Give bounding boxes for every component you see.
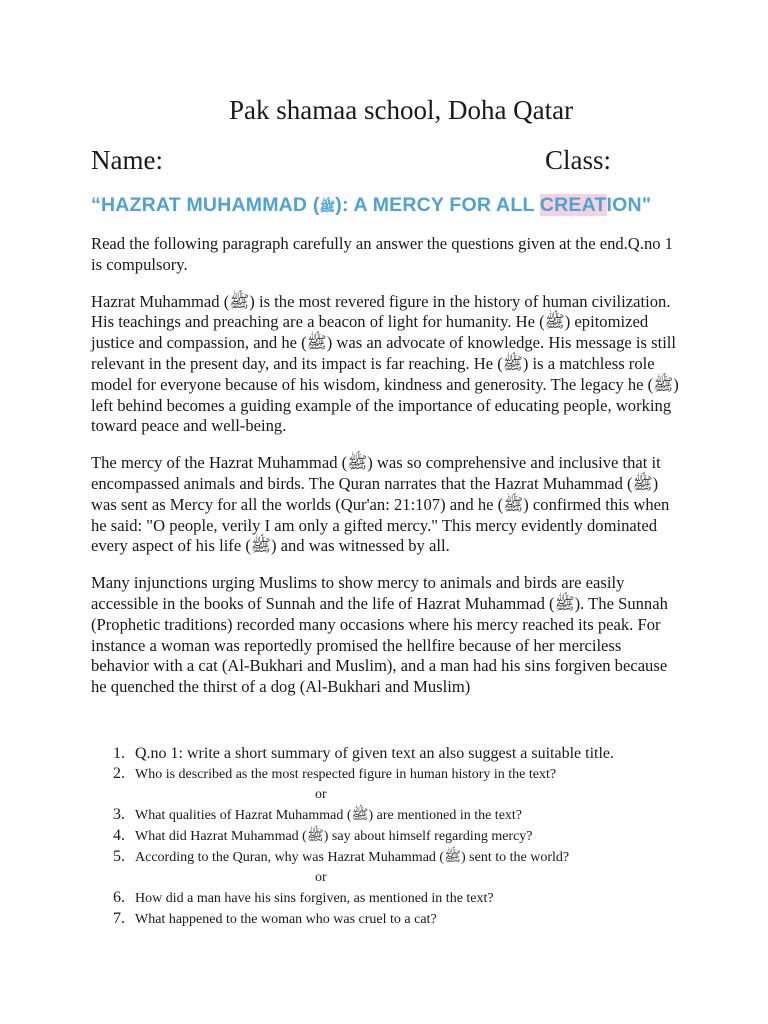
question-text: Q.no 1: write a short summary of given text an also suggest a suitable title. [135,745,615,762]
question-text: What did Hazrat Muhammad (ﷺ) say about himself regarding mercy? [135,829,533,844]
question-text: According to the Quran, why was Hazrat Muhammad (ﷺ) sent to the world? [135,850,570,865]
question-text: What qualities of Hazrat Muhammad (ﷺ) are mentioned in the text? [135,808,523,823]
heading-prefix: “HAZRAT MUHAMMAD ( [91,194,320,216]
heading-highlight: CREAT [539,194,607,216]
passage-paragraph-3: Many injunctions urging Muslims to show mercy to animals and birds are easily accessible in the books of Sunnah and the life of Hazrat Muhammad (ﷺ). The Sunnah (Prophetic traditions) recorded many occasions where his mercy reached its peak. For instance a woman was reportedly promised the hellfire because of her merciless behavior with a cat (Al-Bukhari and Muslim), and a man had his sins forgiven because he quenched the thirst of a dog (Al-Bukhari and Muslim) [91,573,668,697]
passage [91,234,681,714]
name-label: Name: [91,145,163,175]
honorific-calligraphy: ﷺ [319,199,336,214]
class-label: Class: [544,145,611,175]
instructions-paragraph: Read the following paragraph carefully an answer the questions given at the end.Q.no 1 is compulsory. [91,234,673,274]
question-text: How did a man have his sins forgiven, as mentioned in the text? [135,891,494,906]
question-item [113,847,673,868]
question-number: 6 . [113,888,135,908]
question-number: 7 . [113,909,135,929]
question-number: 2 . [113,764,135,784]
heading-suffix: ION" [606,194,652,216]
passage-paragraph-1: Hazrat Muhammad (ﷺ) is the most revered figure in the history of human civilization. His teachings and preaching are a beacon of light for humanity. He (ﷺ) epitomized justice and compassion, and he (ﷺ) was an advocate of knowledge. His message is still relevant in the present day, and its impact is far reaching. He (ﷺ) is a matchless role model for everyone because of his wisdom, kindness and generosity. The legacy he (ﷺ) left behind becomes a guiding example of the importance of educating people, working toward peace and well-being. [91,291,679,436]
school-title: Pak shamaa school, Doha Qatar [229,95,574,125]
question-item [113,888,673,909]
question-number: 3 . [113,805,135,825]
question-text: Who is described as the most respected figure in human history in the text? [135,767,557,782]
question-item [113,826,673,847]
question-item [113,909,673,930]
question-number: 4 . [113,826,135,846]
question-number: 1 . [113,744,135,764]
or-separator: or [315,787,327,802]
question-list [113,744,673,930]
worksheet-heading [91,194,691,218]
passage-paragraph-2: The mercy of the Hazrat Muhammad (ﷺ) was so comprehensive and inclusive that it encompassed animals and birds. The Quran narrates that the Hazrat Muhammad (ﷺ) was sent as Mercy for all the worlds (Qur'an: 21:107) and he (ﷺ) confirmed this when he said: "O people, verily I am only a gifted mercy." This mercy evidently dominated every aspect of his life (ﷺ) and was witnessed by all. [91,453,670,556]
question-item [113,764,673,785]
question-item [113,805,673,826]
heading-middle: ): A MERCY FOR ALL [335,194,540,216]
question-item [113,744,673,764]
question-number: 5 . [113,847,135,867]
question-text: What happened to the woman who was cruel to a cat? [135,912,437,927]
name-class-row [91,145,611,176]
or-separator: or [315,870,327,885]
